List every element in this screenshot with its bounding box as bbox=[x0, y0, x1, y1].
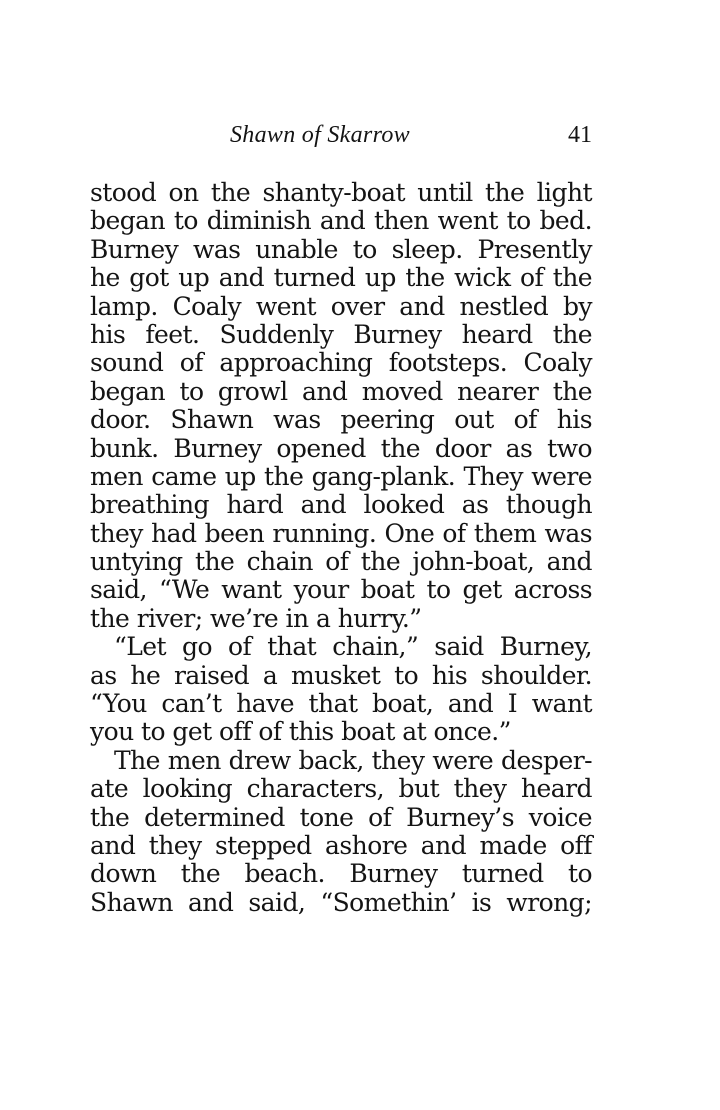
text-line: they had been running. One of them was bbox=[90, 518, 592, 548]
body-text bbox=[90, 179, 592, 917]
text-line: The men drew back, they were desper- bbox=[114, 745, 592, 775]
text-line: door. Shawn was peering out of his bbox=[90, 405, 592, 435]
text-line: he got up and turned up the wick of the bbox=[90, 263, 592, 293]
text-line: sound of approaching footsteps. Coaly bbox=[90, 348, 592, 378]
text-line: began to diminish and then went to bed. bbox=[90, 206, 592, 236]
text-line: breathing hard and looked as though bbox=[90, 490, 592, 520]
text-line: Burney was unable to sleep. Presently bbox=[90, 234, 592, 264]
text-line: his feet. Suddenly Burney heard the bbox=[90, 319, 592, 349]
text-line: untying the chain of the john-boat, and bbox=[90, 547, 592, 577]
running-head bbox=[90, 122, 592, 158]
text-line: lamp. Coaly went over and nestled by bbox=[90, 291, 592, 321]
text-line: and they stepped ashore and made off bbox=[90, 830, 592, 860]
text-line: Shawn and said, “Somethin’ is wrong; bbox=[90, 887, 592, 917]
text-line: “Let go of that chain,” said Burney, bbox=[114, 632, 592, 662]
text-line: ate looking characters, but they heard bbox=[90, 774, 592, 804]
running-title: Shawn of Skarrow bbox=[230, 122, 410, 148]
text-line: “You can’t have that boat, and I want bbox=[90, 689, 592, 719]
text-line: down the beach. Burney turned to bbox=[90, 859, 592, 889]
text-line: the determined tone of Burney’s voice bbox=[90, 802, 592, 832]
text-line: stood on the shanty-boat until the light bbox=[90, 178, 592, 207]
text-line: as he raised a musket to his shoulder. bbox=[90, 660, 592, 690]
text-line: you to get off of this boat at once.” bbox=[90, 717, 511, 747]
text-line: men came up the gang-plank. They were bbox=[90, 461, 592, 491]
text-line: began to growl and moved nearer the bbox=[90, 376, 592, 406]
text-line: said, “We want your boat to get across bbox=[90, 575, 592, 605]
page-number: 41 bbox=[568, 122, 592, 148]
text-line: bunk. Burney opened the door as two bbox=[90, 433, 592, 463]
text-line: the river; we’re in a hurry.” bbox=[90, 603, 422, 633]
